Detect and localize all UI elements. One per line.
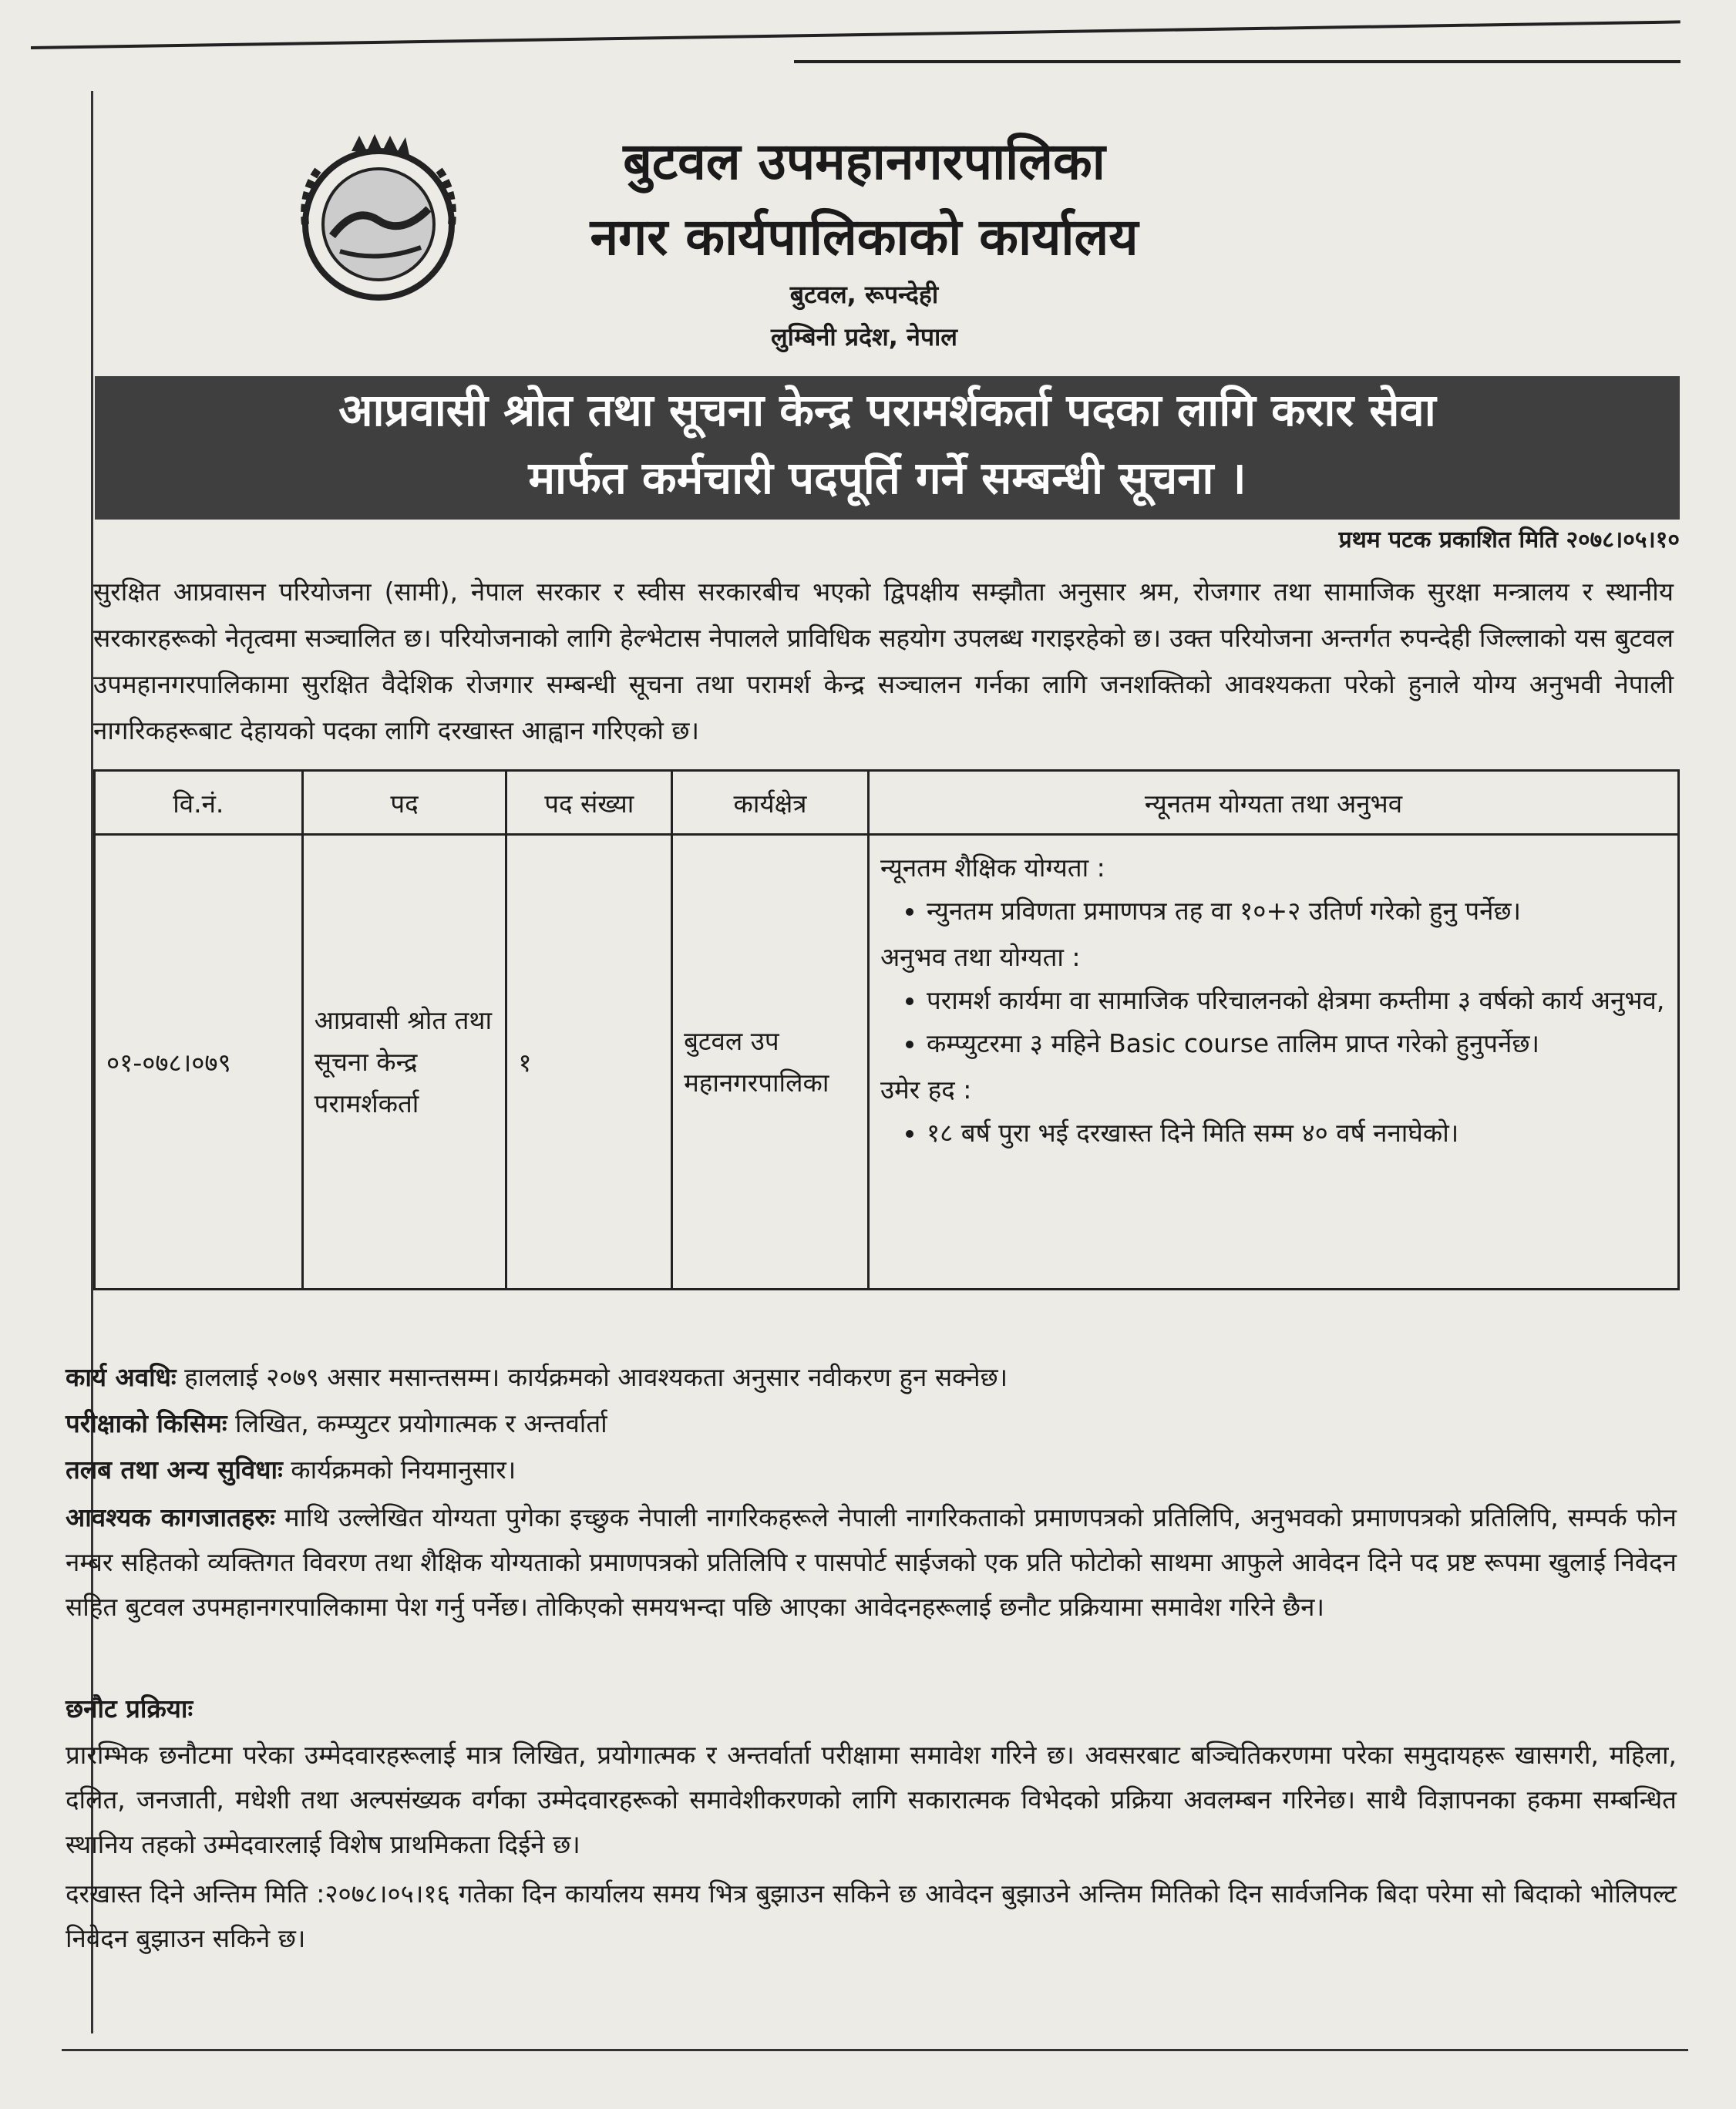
col-header-count: पद संख्या (506, 771, 672, 835)
duration-label: कार्य अवधिः (66, 1362, 177, 1392)
top-rule-2 (794, 60, 1680, 63)
vacancy-table (93, 769, 1680, 1290)
col-header-area: कार्यक्षेत्र (672, 771, 869, 835)
cell-area: बुटवल उप महानगरपालिका (672, 835, 869, 1290)
exam-text: लिखित, कम्प्युटर प्रयोगात्मक र अन्तर्वार्ता (235, 1408, 607, 1438)
exam-label: परीक्षाको किसिमः (66, 1408, 227, 1438)
list-item: • १८ बर्ष पुरा भई दरखास्त दिने मिति सम्म ४० वर्ष ननाघेको। (927, 1112, 1667, 1155)
selection-paragraph: प्रारम्भिक छनौटमा परेका उम्मेदवारहरूलाई मात्र लिखित, प्रयोगात्मक र अन्तर्वार्ता परीक्षामा समावेश गरिने छ। अवसरबाट बञ्चितिकरणमा परेका समुदायहरू खासगरी, महिला, दलित, जनजाती, मधेशी तथा अल्पसंख्यक वर्गका उम्मेदवारहरूको समावेशीकरणको लागि सकारात्मक विभेदको प्रक्रिया अवलम्बन गरिनेछ। साथै विज्ञापनका हकमा सम्बन्धित स्थानिय तहको उम्मेदवारलाई विशेष प्राथमिकता दिईने छ। (66, 1740, 1677, 1859)
published-date: प्रथम पटक प्रकाशित मिति २०७८।०५।१० (1338, 526, 1680, 553)
documents-text: माथि उल्लेखित योग्यता पुगेका इच्छुक नेपाली नागरिकहरूले नेपाली नागरिकताको प्रमाणपत्रको प्रतिलिपि, अनुभवको प्रमाणपत्रको प्रतिलिपि, सम्पर्क फोन नम्बर सहितको व्यक्तिगत विवरण तथा शैक्षिक योग्यताको प्रमाणपत्रको प्रतिलिपि र पासपोर्ट साईजको एक प्रति फोटोको साथमा आफुले आवेदन दिने पद प्रष्ट रूपमा खुलाई निवेदन सहित बुटवल उपमहानगरपालिकामा पेश गर्नु पर्नेछ। तोकिएको समयभन्दा पछि आएका आवेदनहरूलाई छनौट प्रक्रियामा समावेश गरिने छैन। (66, 1502, 1677, 1622)
duration-line (66, 1355, 1677, 1400)
cell-post: आप्रवासी श्रोत तथा सूचना केन्द्र परामर्शकर्ता (302, 835, 506, 1290)
deadline-paragraph: दरखास्त दिने अन्तिम मिति :२०७८।०५।१६ गतेका दिन कार्यालय समय भित्र बुझाउन सकिने छ आवेदन बुझाउने अन्तिम मितिको दिन सार्वजनिक बिदा परेमा सो बिदाको भोलिपल्ट निवेदन बुझाउन सकिने छ। (66, 1879, 1677, 1953)
documents-paragraph (66, 1495, 1677, 1630)
office-heading (479, 91, 1250, 353)
government-emblem-icon (286, 120, 471, 305)
salary-line (66, 1448, 1677, 1492)
list-item: • कम्प्युटरमा ३ महिने Basic course तालिम प्राप्त गरेको हुनुपर्नेछ। (927, 1022, 1667, 1065)
selection-heading (66, 1687, 1677, 1731)
col-header-requirements: न्यूनतम योग्यता तथा अनुभव (868, 771, 1678, 835)
cell-count: १ (506, 835, 672, 1290)
notice-title-banner (95, 376, 1680, 520)
table-header-row (95, 771, 1679, 835)
col-header-post: पद (302, 771, 506, 835)
selection-label: छनौट प्रक्रियाः (66, 1694, 193, 1724)
duration-text: हाललाई २०७९ असार मसान्तसम्म। कार्यक्रमको आवश्यकता अनुसार नवीकरण हुन सक्नेछ। (184, 1362, 1008, 1392)
age-title: उमेर हद : (880, 1075, 972, 1105)
salary-text: कार्यक्रमको नियमानुसार। (291, 1455, 516, 1485)
banner-line-2: मार्फत कर्मचारी पदपूर्ति गर्ने सम्बन्धी सूचना । (528, 452, 1246, 504)
banner-line-1: आप्रवासी श्रोत तथा सूचना केन्द्र परामर्शकर्ता पदका लागि करार सेवा (338, 384, 1436, 436)
intro-paragraph: सुरक्षित आप्रवासन परियोजना (सामी), नेपाल सरकार र स्वीस सरकारबीच भएको द्विपक्षीय सम्झौता अनुसार श्रम, रोजगार तथा सामाजिक सुरक्षा मन्त्रालय र स्थानीय सरकारहरूको नेतृत्वमा सञ्चालित छ। परियोजनाको लागि हेल्भेटास नेपालले प्राविधिक सहयोग उपलब्ध गराइरहेको छ। उक्त परियोजना अन्तर्गत रुपन्देही जिल्लाको यस बुटवल उपमहानगरपालिकामा सुरक्षित वैदेशिक रोजगार सम्बन्धी सूचना तथा परामर्श केन्द्र सञ्चालन गर्नका लागि जनशक्तिको आवश्यकता परेको हुनाले योग्य अनुभवी नेपाली नागरिकहरूबाट देहायको पदका लागि दरखास्त आह्वान गरिएको छ। (93, 577, 1674, 745)
bottom-rule (62, 2049, 1688, 2051)
col-header-sn: वि.नं. (95, 771, 303, 835)
exam-line (66, 1401, 1677, 1446)
top-rule (31, 20, 1680, 49)
address-line-2: लुम्बिनी प्रदेश, नेपाल (770, 322, 958, 352)
notice-header (93, 91, 1680, 368)
office-name: नगर कार्यपालिकाको कार्यालय (590, 207, 1139, 267)
edu-list (880, 890, 1667, 933)
exp-list (880, 979, 1667, 1065)
address-line-1: बुटवल, रूपन्देही (789, 280, 939, 309)
exp-title: अनुभव तथा योग्यता : (880, 942, 1081, 972)
list-item: • न्युनतम प्रविणता प्रमाणपत्र तह वा १०+२ उतिर्ण गरेको हुनु पर्नेछ। (927, 890, 1667, 933)
documents-label: आवश्यक कागजातहरुः (66, 1502, 275, 1532)
salary-label: तलब तथा अन्य सुविधाः (66, 1455, 283, 1485)
notice-frame (66, 91, 1680, 2033)
list-item: • परामर्श कार्यमा वा सामाजिक परिचालनको क्षेत्रमा कम्तीमा ३ वर्षको कार्य अनुभव, (927, 979, 1667, 1022)
cell-requirements (868, 835, 1678, 1290)
cell-sn: ०१-०७८।०७९ (95, 835, 303, 1290)
age-list (880, 1112, 1667, 1155)
table-row (95, 835, 1679, 1290)
org-name: बुटवल उपमहानगरपालिका (623, 132, 1105, 191)
edu-title: न्यूनतम शैक्षिक योग्यता : (880, 853, 1105, 883)
